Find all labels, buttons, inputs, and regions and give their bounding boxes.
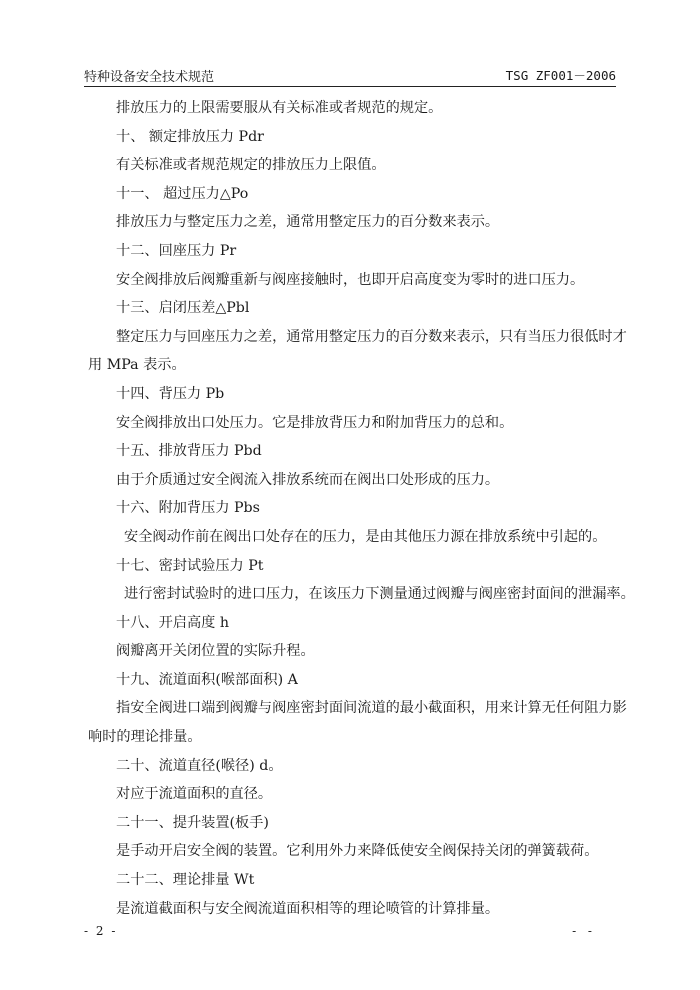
term-heading: 十三、启闭压差△Pbl <box>116 300 250 317</box>
term-heading: 十八、开启高度 h <box>116 614 229 631</box>
term-heading: 十二、回座压力 Pr <box>116 242 237 259</box>
definition-line: 进行密封试验时的进口压力，在该压力下测量通过阀瓣与阀座密封面间的泄漏率。 <box>124 586 635 603</box>
term-heading: 二十二、理论排量 Wt <box>116 872 255 889</box>
page-number: - 2 - <box>84 924 118 938</box>
definition-line: 排放压力与整定压力之差，通常用整定压力的百分数来表示。 <box>116 214 500 231</box>
definition-line: 安全阀排放出口处压力。它是排放背压力和附加背压力的总和。 <box>116 414 514 431</box>
term-heading: 十九、流道面积(喉部面积) A <box>116 671 298 688</box>
definition-line: 整定压力与回座压力之差，通常用整定压力的百分数来表示，只有当压力很低时才 <box>116 328 627 345</box>
definition-line: 由于介质通过安全阀流入排放系统而在阀出口处形成的压力。 <box>116 471 500 488</box>
footer-mark: - - <box>572 924 596 938</box>
definition-line: 有关标准或者规范规定的排放压力上限值。 <box>116 157 386 174</box>
header-code: TSG ZF001－2006 <box>505 68 616 83</box>
definition-line: 对应于流道面积的直径。 <box>116 786 273 803</box>
term-heading: 十六、附加背压力 Pbs <box>116 500 260 517</box>
definition-line: 阀瓣离开关闭位置的实际升程。 <box>116 643 315 660</box>
term-heading: 十五、排放背压力 Pbd <box>116 443 262 460</box>
definition-line: 排放压力的上限需要服从有关标准或者规范的规定。 <box>116 100 443 116</box>
term-heading: 二十一、提升装置(板手) <box>116 814 269 831</box>
definition-line: 安全阀动作前在阀出口处存在的压力，是由其他压力源在排放系统中引起的。 <box>124 528 607 545</box>
page-header <box>84 64 616 87</box>
document-body <box>84 94 635 923</box>
header-title: 特种设备安全技术规范 <box>84 70 215 85</box>
term-heading: 二十、流道直径(喉径) d。 <box>116 757 283 774</box>
definition-line: 安全阀排放后阀瓣重新与阀座接触时，也即开启高度变为零时的进口压力。 <box>116 271 585 288</box>
definition-line: 指安全阀进口端到阀瓣与阀座密封面间流道的最小截面积，用来计算无任何阻力影 <box>116 700 627 717</box>
term-heading: 十四、背压力 Pb <box>116 385 225 402</box>
definition-line: 是流道截面积与安全阀流道面积相等的理论喷管的计算排量。 <box>116 900 500 917</box>
definition-line: 响时的理论排量。 <box>88 729 202 746</box>
term-heading: 十七、密封试验压力 Pt <box>116 557 264 574</box>
definition-line: 用 MPa 表示。 <box>88 357 186 374</box>
term-heading: 十、 额定排放压力 Pdr <box>116 128 264 145</box>
term-heading: 十一、 超过压力△Po <box>116 185 249 202</box>
definition-line: 是手动开启安全阀的装置。它利用外力来降低使安全阀保持关闭的弹簧载荷。 <box>116 843 599 860</box>
